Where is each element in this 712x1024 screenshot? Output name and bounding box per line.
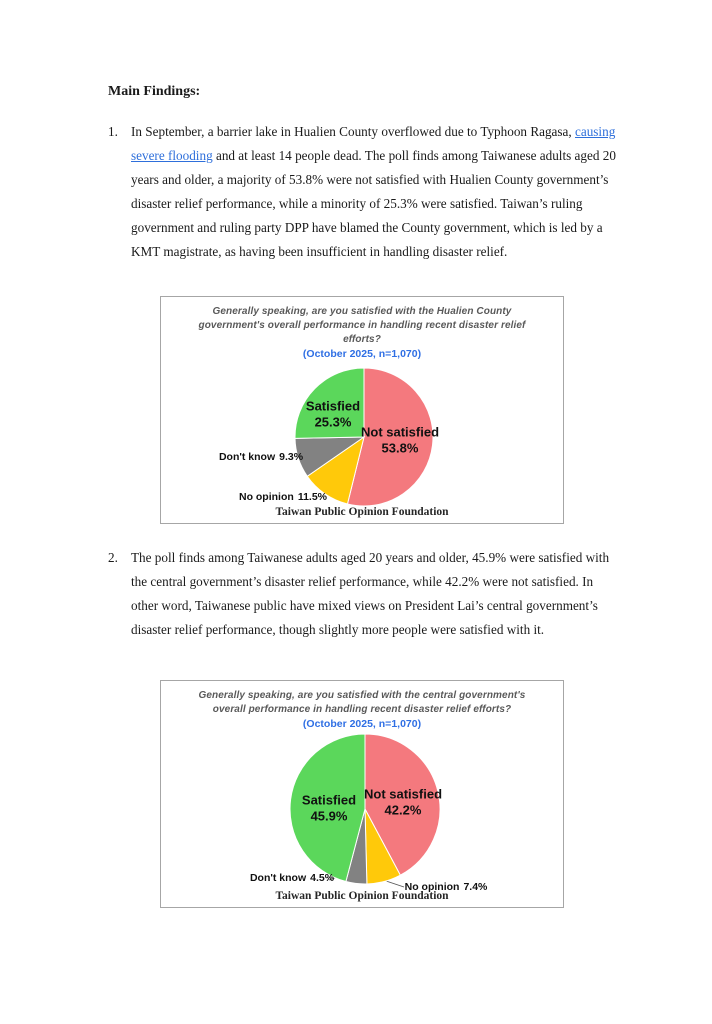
pie2-label-not-satisfied: Not satisfied 42.2% <box>363 786 443 817</box>
flooding-news-link[interactable]: causing severe flooding <box>131 124 616 163</box>
list-item-2 <box>108 546 622 642</box>
pie2-label-satisfied: Satisfied 45.9% <box>301 792 357 823</box>
pie2-label-no-opinion: No opinion 7.4% <box>404 881 488 893</box>
list-item-1-text <box>131 120 622 264</box>
pie1-label-not-satisfied: Not satisfied 53.8% <box>360 424 440 455</box>
pie2-label-dont-know: Don't know 4.5% <box>249 872 335 884</box>
figure-2-title: Generally speaking, are you satisfied with the central government's overall performance in handling recent disaster relief efforts? <box>198 690 526 715</box>
pie1-label-satisfied: Satisfied 25.3% <box>305 398 361 429</box>
figure-2-frame <box>160 680 564 908</box>
page-title: Main Findings: <box>108 84 201 99</box>
figure-1-source: Taiwan Public Opinion Foundation <box>275 506 449 518</box>
figure-2-source: Taiwan Public Opinion Foundation <box>275 890 449 902</box>
figure-2-subtitle: (October 2025, n=1,070) <box>302 718 422 730</box>
item1-text-after-link: and at least 14 people dead. The poll finds among Taiwanese adults aged 20 years and older, a majority of 53.8% were not satisfied with Hualien County government’s disaster relief performance, while a minority of 25.3% were satisfied. Taiwan’s ruling government and ruling party DPP have blamed the County government, which is led by a KMT magistrate, as having been insufficient in handling disaster relief. <box>131 148 616 259</box>
list-item-2-number: 2. <box>108 550 118 565</box>
pie1-label-dont-know: Don't know 9.3% <box>218 451 304 463</box>
figure-1-frame <box>160 296 564 524</box>
list-item-1 <box>108 120 622 264</box>
list-item-1-number: 1. <box>108 124 118 139</box>
item1-text-before-link: In September, a barrier lake in Hualien County overflowed due to Typhoon Ragasa, <box>131 124 575 139</box>
figure-1-title: Generally speaking, are you satisfied with the Hualien County government's overall performance in handling recent disaster relief efforts? <box>198 306 526 345</box>
figure-1-subtitle: (October 2025, n=1,070) <box>302 348 422 360</box>
pie1-label-no-opinion: No opinion 11.5% <box>238 491 328 503</box>
list-item-2-text: The poll finds among Taiwanese adults aged 20 years and older, 45.9% were satisfied with the central government’s disaster relief performance, while 42.2% were not satisfied. In other word, Taiwanese public have mixed views on President Lai’s central government’s disaster relief performance, though slightly more people were satisfied with it. <box>131 550 610 637</box>
pie-chart-hualien <box>161 297 565 525</box>
